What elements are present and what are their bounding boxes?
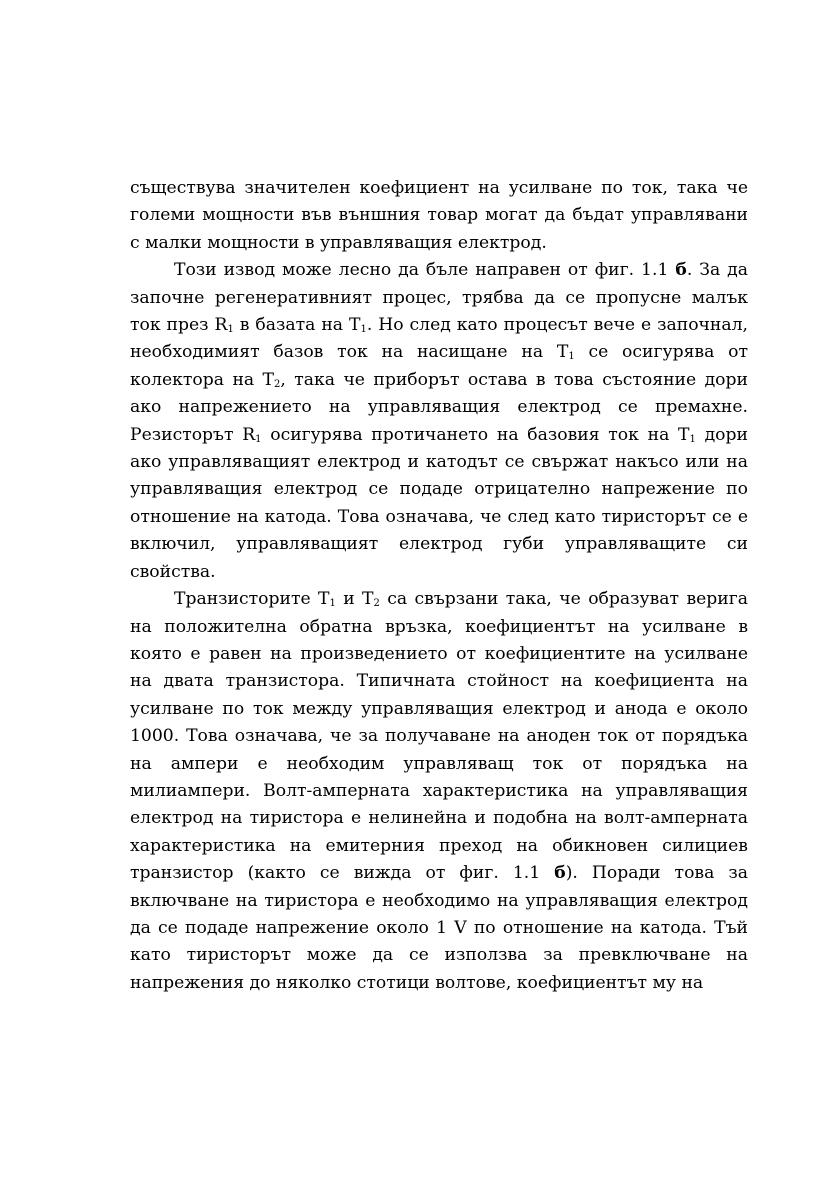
- subscript-index: 2: [274, 378, 281, 390]
- figure-label-bold: б: [554, 863, 566, 884]
- text-run: Този извод може лесно да бъле направен от фиг. 1.1: [174, 260, 676, 281]
- text-run: и T: [335, 589, 374, 610]
- paragraph-2: [130, 257, 748, 586]
- text-run: осигурява протичането на базовия ток на T: [261, 424, 690, 445]
- text-run: . За да започне регенеративният процес, трябва да се пропусне малък ток през R: [130, 260, 748, 336]
- text-run: се осигурява от колектора на T: [130, 342, 748, 390]
- text-run: са свързани така, че образуват верига на положителна обратна връзка, коефициентът на усилване в която е равен на произведението от коефициентите на усилване на двата транзистора. Типичната стойност на коефициента на усилване по ток между управляващия електрод и анода е около 1000. Това означава, че за получаване на аноден ток от порядъка на ампери е необходим управляващ ток от порядъка на милиампери. Волт-амперната характеристика на управляващия електрод на тиристора е нелинейна и подобна на волт-амперната характеристика на емитерния преход на обикновен силициев транзистор (както се вижда от фиг. 1.1: [130, 589, 748, 884]
- subscript-index: 2: [373, 598, 380, 610]
- subscript-index: 1: [689, 433, 696, 445]
- text-run: дори ако управляващият електрод и катодът се свържат накъсо или на управляващия електрод се подаде отрицателно напрежение по отношение на катода. Това означава, че след като тиристорът се е включил, управляващият електрод губи управляващите си свойства.: [130, 424, 748, 582]
- text-run: Транзисторите T: [174, 589, 330, 610]
- subscript-index: 1: [227, 324, 234, 336]
- text-run: . Но след като процесът вече е започнал, необходимият базов ток на насищане на T: [130, 315, 748, 363]
- figure-label-bold: б: [675, 260, 687, 281]
- subscript-index: 1: [255, 433, 262, 445]
- subscript-index: 1: [360, 324, 367, 336]
- document-page: [130, 175, 748, 997]
- subscript-index: 1: [329, 598, 336, 610]
- text-run: ). Поради това за включване на тиристора е необходимо на управляващия електрод да се подаде напрежение около 1 V по отношение на катода. Тъй като тиристорът може да се използва за превключване на напрежения до няколко стотици волтове, коефициентът му на: [130, 863, 748, 993]
- text-run: в базата на T: [233, 315, 361, 336]
- text-run: , така че приборът остава в това състояние дори ако напрежението на управляващия електрод се премахне. Резисторът R: [130, 369, 748, 445]
- subscript-index: 1: [568, 351, 575, 363]
- paragraph-3: [130, 586, 748, 997]
- paragraph-1: [130, 175, 748, 257]
- text-run: съществува значителен коефициент на усилване по ток, така че големи мощности във външния товар могат да бъдат управлявани с малки мощности в управляващия електрод.: [130, 178, 748, 253]
